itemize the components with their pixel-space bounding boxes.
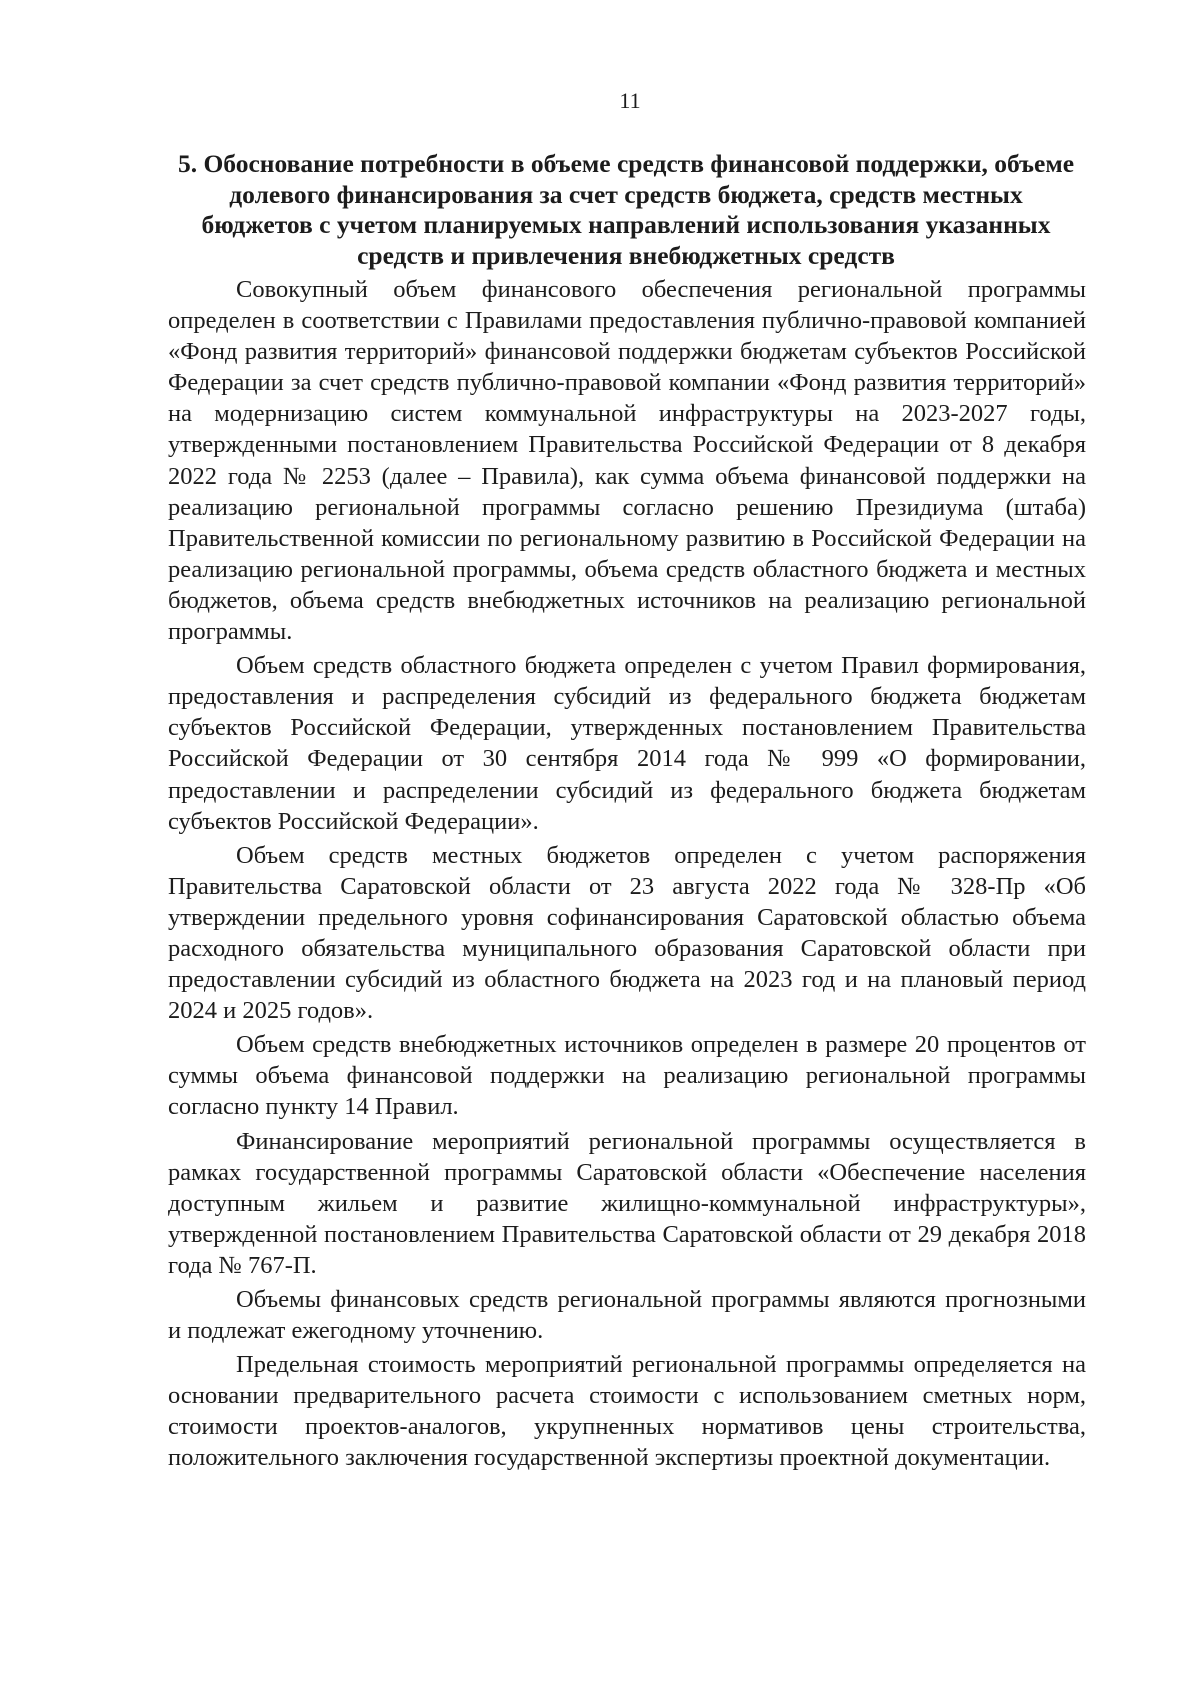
document-body — [168, 274, 1086, 1477]
paragraph-forecast-volumes: Объемы финансовых средств региональной программы являются прогнозными и подлежат ежегодному уточнению. — [168, 1286, 1086, 1345]
paragraph-extrabudgetary: Объем средств внебюджетных источников определен в размере 20 процентов от суммы объема финансовой поддержки на реализацию региональной программы согласно пункту 14 Правил. — [168, 1031, 1086, 1121]
paragraph-state-program: Финансирование мероприятий региональной программы осуществляется в рамках государственной программы Саратовской области «Обеспечение населения доступным жильем и развитие жилищно-коммунальной инфраструктуры», утвержденной постановлением Правительства Саратовской области от 29 декабря 2018 года № 767-П. — [168, 1127, 1086, 1279]
section-heading: 5. Обоснование потребности в объеме средств финансовой поддержки, объеме долевого финансирования за счет средств бюджета, средств местных бюджетов с учетом планируемых направлений использования указанных средств и привлечения внебюджетных средств — [177, 149, 1075, 270]
paragraph-regional-budget: Объем средств областного бюджета определен с учетом Правил формирования, предоставления и распределения субсидий из федерального бюджета бюджетам субъектов Российской Федерации, утвержденных постановлением Правительства Российской Федерации от 30 сентября 2014 года № 999 «О формировании, предоставлении и распределении субсидий из федерального бюджета бюджетам субъектов Российской Федерации». — [168, 652, 1086, 835]
paragraph-local-budgets: Объем средств местных бюджетов определен с учетом распоряжения Правительства Саратовской области от 23 августа 2022 года № 328-Пр «Об утверждении предельного уровня софинансирования Саратовской областью объема расходного обязательства муниципального образования Саратовской области при предоставлении субсидий из областного бюджета на 2023 год и на плановый период 2024 и 2025 годов». — [168, 841, 1086, 1025]
paragraph-total-funding: Совокупный объем финансового обеспечения региональной программы определен в соответствии с Правилами предоставления публично-правовой компанией «Фонд развития территорий» финансовой поддержки бюджетам субъектов Российской Федерации за счет средств публично-правовой компании «Фонд развития территорий» на модернизацию систем коммунальной инфраструктуры на 2023-2027 годы, утвержденными постановлением Правительства Российской Федерации от 8 декабря 2022 года № 2253 (далее – Правила), как сумма объема финансовой поддержки на реализацию региональной программы согласно решению Президиума (штаба) Правительственной комиссии по региональному развитию в Российской Федерации на реализацию региональной программы, объема средств областного бюджета и местных бюджетов, объема средств внебюджетных источников на реализацию региональной программы. — [168, 276, 1086, 646]
page-number: 11 — [619, 88, 641, 113]
paragraph-cost-limit: Предельная стоимость мероприятий региональной программы определяется на основании предварительного расчета стоимости с использованием сметных норм, стоимости проектов-аналогов, укрупненных нормативов цены строительства, положительного заключения государственной экспертизы проектной документации. — [168, 1351, 1086, 1472]
